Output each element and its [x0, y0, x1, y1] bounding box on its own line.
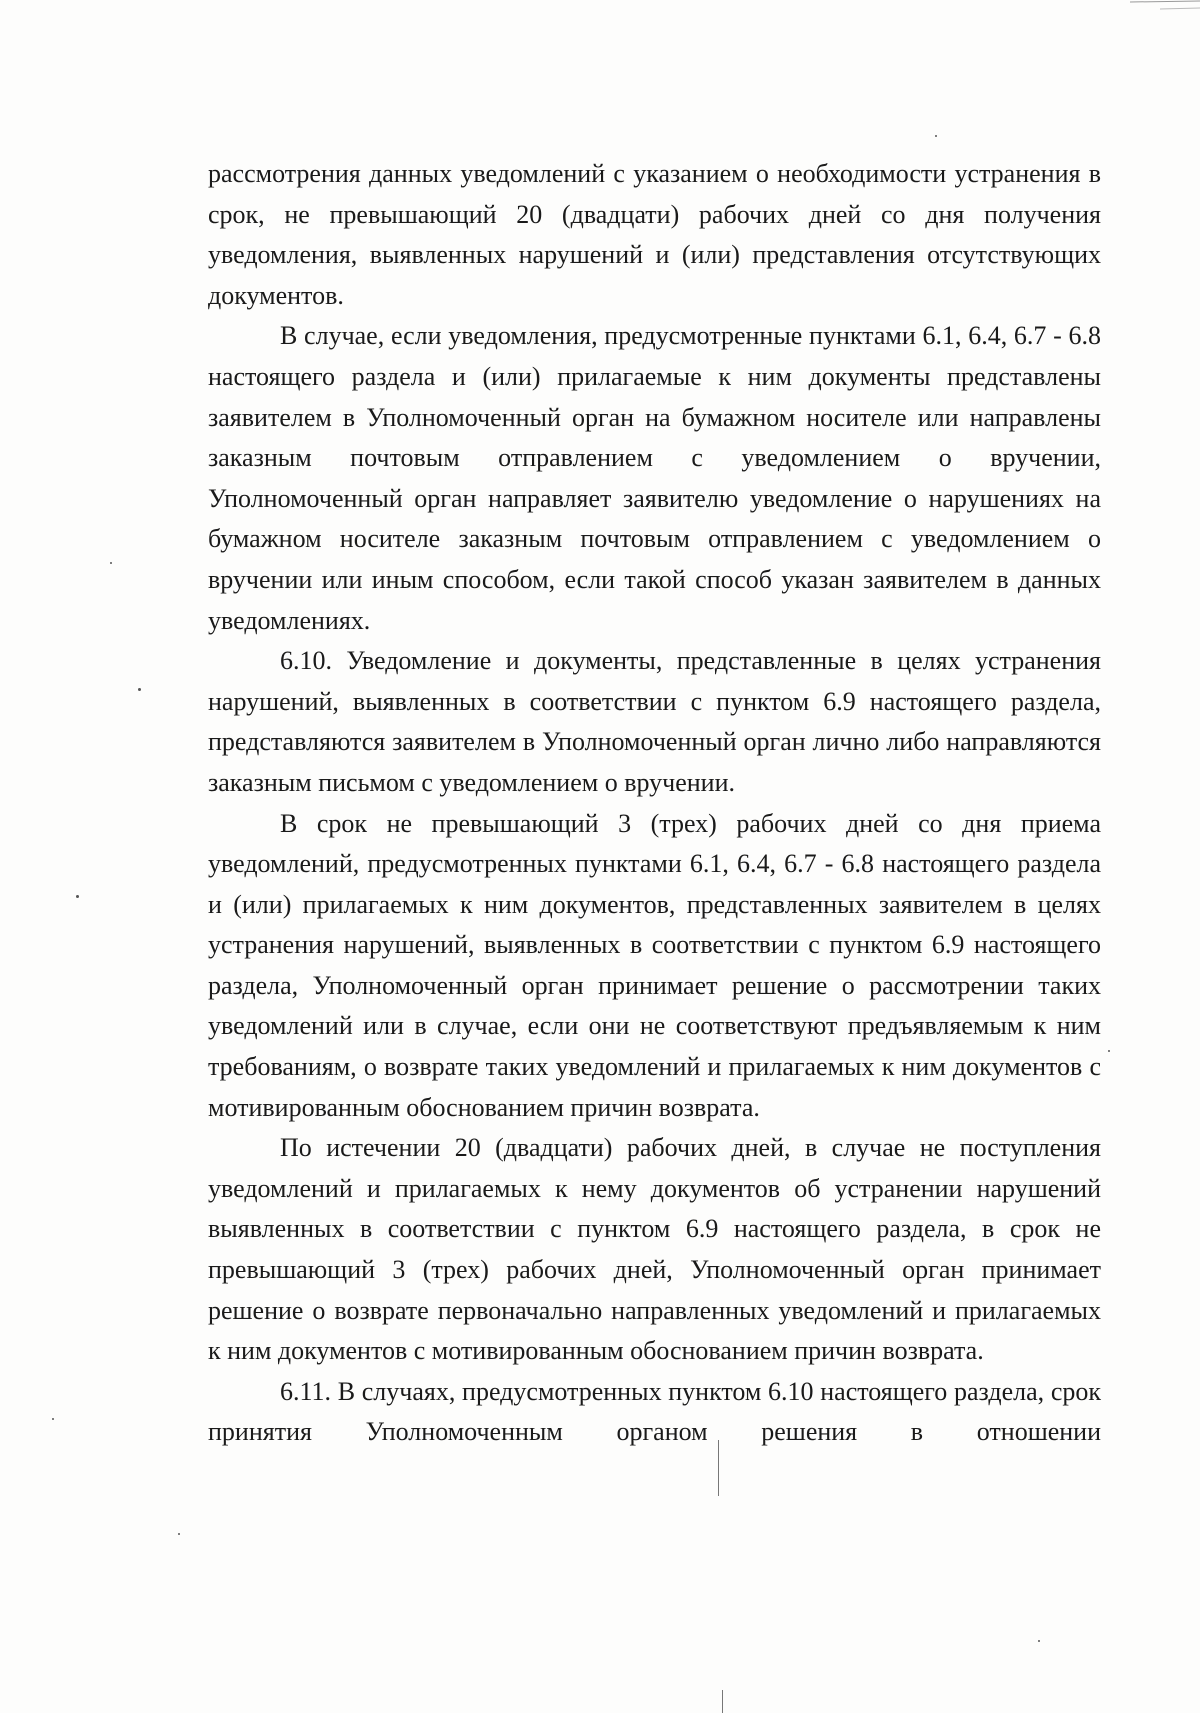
document-body — [208, 154, 1101, 1453]
scan-speck — [138, 688, 141, 691]
scan-edge-mark — [1130, 0, 1200, 14]
scan-speck — [76, 895, 79, 898]
paragraph: 6.10. Уведомление и документы, представленные в целях устранения нарушений, выявленных в соответствии с пунктом 6.9 настоящего раздела, представляются заявителем в Уполномоченный орган лично либо направляются заказным письмом с уведомлением о вручении. — [208, 646, 1101, 797]
scan-speck — [178, 1533, 180, 1535]
paragraph: По истечении 20 (двадцати) рабочих дней, в случае не поступления уведомлений и прилагаемых к нему документов об устранении нарушений выявленных в соответствии с пунктом 6.9 настоящего раздела, в срок не превышающий 3 (трех) рабочих дней, Уполномоченный орган принимает решение о возврате первоначально направленных уведомлений и прилагаемых к ним документов с мотивированным обоснованием причин возврата. — [208, 1133, 1101, 1366]
scan-speck — [935, 135, 937, 137]
paragraph: рассмотрения данных уведомлений с указанием о необходимости устранения в срок, не превышающий 20 (двадцати) рабочих дней со дня получения уведомления, выявленных нарушений и (или) представления отсутствующих документов. — [208, 159, 1101, 310]
paragraph: В срок не превышающий 3 (трех) рабочих дней со дня приема уведомлений, предусмотренных пунктами 6.1, 6.4, 6.7 - 6.8 настоящего раздела и (или) прилагаемых к ним документов, представленных заявителем в целях устранения нарушений, выявленных в соответствии с пунктом 6.9 настоящего раздела, Уполномоченный орган принимает решение о рассмотрении таких уведомлений или в случае, если они не соответствуют предъявляемым к ним требованиям, о возврате таких уведомлений и прилагаемых к ним документов с мотивированным обоснованием причин возврата. — [208, 808, 1101, 1122]
paragraph: В случае, если уведомления, предусмотренные пунктами 6.1, 6.4, 6.7 - 6.8 настоящего раздела и (или) прилагаемые к ним документы представлены заявителем в Уполномоченный орган на бумажном носителе или направлены заказным почтовым отправлением с уведомлением о вручении, Уполномоченный орган направляет заявителю уведомление о нарушениях на бумажном носителе заказным почтовым отправлением с уведомлением о вручении или иным способом, если такой способ указан заявителем в данных уведомлениях. — [208, 321, 1101, 635]
scan-speck — [1108, 1050, 1110, 1052]
scan-speck — [110, 562, 112, 564]
scan-speck — [52, 1418, 54, 1420]
paragraph: 6.11. В случаях, предусмотренных пунктом 6.10 настоящего раздела, срок принятия Уполномоченным органом решения в отношении — [208, 1376, 1101, 1447]
scan-line-artifact — [722, 1690, 723, 1713]
scan-speck — [1038, 1640, 1040, 1642]
